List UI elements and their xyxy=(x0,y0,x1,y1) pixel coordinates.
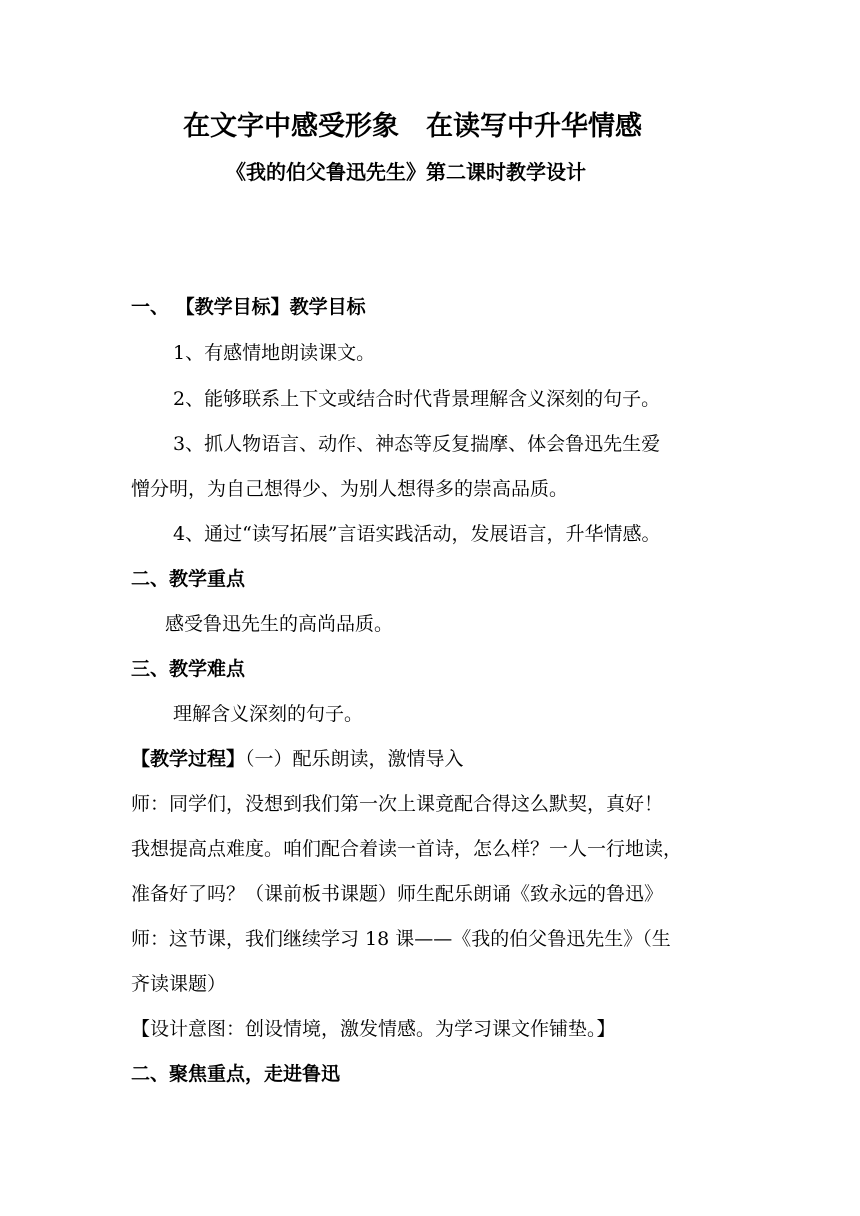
objective-item: 1、有感情地朗读课文。 xyxy=(173,342,376,364)
design-intent-note: 【设计意图：创设情境，激发情感。为学习课文作铺垫。】 xyxy=(131,1018,616,1040)
process-paragraph-line: 准备好了吗？（课前板书课题）师生配乐朗诵《致永远的鲁迅》 xyxy=(131,883,664,905)
document-subtitle: 《我的伯父鲁迅先生》第二课时教学设计 xyxy=(226,160,586,184)
document-title: 在文字中感受形象 在读写中升华情感 xyxy=(183,111,642,142)
process-paragraph-line: 我想提高点难度。咱们配合着读一首诗，怎么样？一人一行地读， xyxy=(131,838,683,860)
process-heading xyxy=(131,746,464,772)
section-heading-focus: 二、聚焦重点，走进鲁迅 xyxy=(131,1063,341,1085)
key-points-text: 感受鲁迅先生的高尚品质。 xyxy=(165,613,394,635)
difficulties-text: 理解含义深刻的句子。 xyxy=(173,703,364,725)
section-heading-objectives: 一、 【教学目标】教学目标 xyxy=(131,296,366,318)
objective-item-continued: 憎分明，为自己想得少、为别人想得多的崇高品质。 xyxy=(131,478,569,500)
process-paragraph-line: 师：这节课，我们继续学习 18 课——《我的伯父鲁迅先生》（生 xyxy=(131,928,671,950)
objective-item: 4、通过“读写拓展”言语实践活动，发展语言，升华情感。 xyxy=(173,523,661,545)
process-label: 【教学过程】 xyxy=(131,748,246,770)
section-heading-key-points: 二、教学重点 xyxy=(131,568,246,590)
process-step-title: （一）配乐朗读，激情导入 xyxy=(245,748,464,770)
objective-item: 2、能够联系上下文或结合时代背景理解含义深刻的句子。 xyxy=(173,388,661,410)
section-heading-difficulties: 三、教学难点 xyxy=(131,658,246,680)
process-paragraph-line: 师：同学们，没想到我们第一次上课竟配合得这么默契，真好！ xyxy=(131,793,664,815)
objective-item: 3、抓人物语言、动作、神态等反复揣摩、体会鲁迅先生爱 xyxy=(173,433,661,455)
process-paragraph-line: 齐读课题） xyxy=(131,973,227,995)
